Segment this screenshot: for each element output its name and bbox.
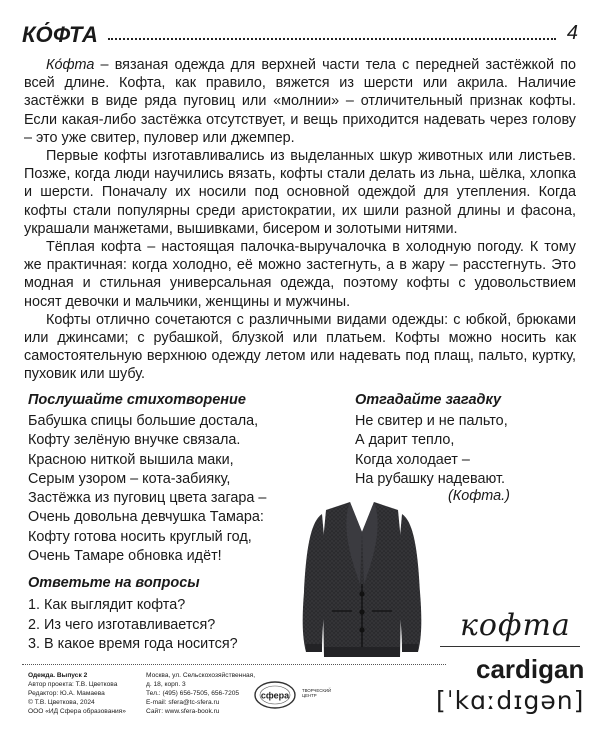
poem-line: Очень довольна девчушка Тамара: [28, 509, 264, 526]
footer-line: Редактор: Ю.А. Мамаева [28, 689, 105, 697]
poem-line: Кофту готова носить круглый год, [28, 528, 252, 545]
riddle-heading: Отгадайте загадку [355, 392, 502, 408]
poem-line: Очень Тамаре обновка идёт! [28, 548, 222, 565]
footer-line: Одежда. Выпуск 2 [28, 672, 88, 679]
riddle [355, 412, 585, 489]
page-number: 4 [566, 22, 578, 44]
question-item: 1. Как выглядит кофта? [28, 597, 186, 613]
term-kofta: Ко́фта [46, 57, 95, 73]
paragraph-4: Кофты отлично сочетаются с различными видами одежды: с юбкой, брюками или джинсами; с рубашкой, блузкой или платьем. Кофты можно носить как самостоятельную верхнюю одежду летом или надевать под плащ, пальто, куртку, пуховик или шубу. [24, 311, 576, 383]
paragraph-3: Тёплая кофта – настоящая палочка-выручалочка в холодную погоду. К тому же практичная: когда холодно, её можно застегнуть, а в жару – расстегнуть. Это модная и стильная универсальная одежда, поэтому кофты с удовольствием носят девочки и мальчики, женщины и мужчины. [24, 239, 576, 310]
poem-line: Кофту зелёную внучке связала. [28, 432, 241, 449]
poem-heading: Послушайте стихотворение [28, 392, 246, 408]
script-word: кофта [460, 608, 571, 643]
article-text [24, 56, 576, 384]
paragraph-2: Первые кофты изготавливались из выделанных шкур животных или листьев. Позже, когда люди научились вязать, кофты стали делать из льна, шёлка, хлопка и шерсти. Поначалу их носили под основной одеждой для утепления. Когда кофты стали популярны среди аристократии, их шили разной длины и фасона, украшали манжетами, вышивками, бисером и золотыми нитями. [24, 148, 576, 237]
english-word: cardigan [476, 654, 585, 684]
footer-divider [22, 664, 446, 665]
question-item: 3. В какое время года носится? [28, 636, 238, 653]
question-item: 2. Из чего изготавливается? [28, 616, 216, 633]
riddle-line: А дарит тепло, [355, 432, 455, 449]
paragraph-1-text: – вязаная одежда для верхней части тела с передней застёжкой по всей длине. Кофта, как правило, вяжется из шерсти или акрила. Наличие застёжки в виде ряда пуговиц или «молнии» – отличительный признак кофты. Если какая-либо застёжка отсутствует, и вещь приходится надевать через голову – это уже свитер, пуловер или джемпер. [24, 57, 576, 146]
poem-line: Красною ниткой вышила маки, [28, 451, 234, 468]
footer-line: д. 18, корп. 3 [146, 680, 186, 688]
footer-imprint [28, 672, 126, 717]
riddle-line: На рубашку надевают. [355, 470, 506, 487]
poem-line: Бабушка спицы большие достала, [28, 413, 259, 429]
riddle-line: Когда холодает – [355, 451, 470, 468]
page-title: КО́ФТА [22, 22, 99, 47]
logo-caption: ТВОРЧЕСКИЙ ЦЕНТР [302, 688, 332, 698]
paragraph-1 [24, 56, 576, 147]
cardigan-icon [292, 492, 432, 662]
logo-text: сфера [260, 690, 290, 701]
questions-list [28, 596, 328, 655]
footer-line: E-mail: sfera@tc-sfera.ru [146, 698, 220, 706]
footer-line: Тел.: (495) 656-7505, 656-7205 [146, 689, 240, 697]
riddle-line: Не свитер и не пальто, [355, 413, 508, 429]
footer-line: ООО «ИД Сфера образования» [28, 707, 126, 715]
poem-line: Застёжка из пуговиц цвета загара – [28, 490, 267, 507]
riddle-answer: (Кофта.) [448, 488, 510, 504]
footer-line: Сайт: www.sfera-book.ru [146, 707, 220, 715]
script-underline [440, 646, 580, 647]
sfera-logo-icon [254, 680, 296, 710]
header [22, 22, 582, 48]
footer-line: Москва, ул. Сельскохозяйственная, [146, 672, 256, 679]
footer-contacts [146, 672, 255, 717]
questions-heading: Ответьте на вопросы [28, 575, 200, 591]
footer-line: Автор проекта: Т.В. Цветкова [28, 680, 118, 688]
transcription: [ˈkɑːdɪgən] [436, 686, 585, 715]
poem-line: Серым узором – кота-забияку, [28, 470, 231, 487]
footer-line: © Т.В. Цветкова, 2024 [28, 698, 95, 706]
header-dotted-leader [108, 38, 556, 40]
